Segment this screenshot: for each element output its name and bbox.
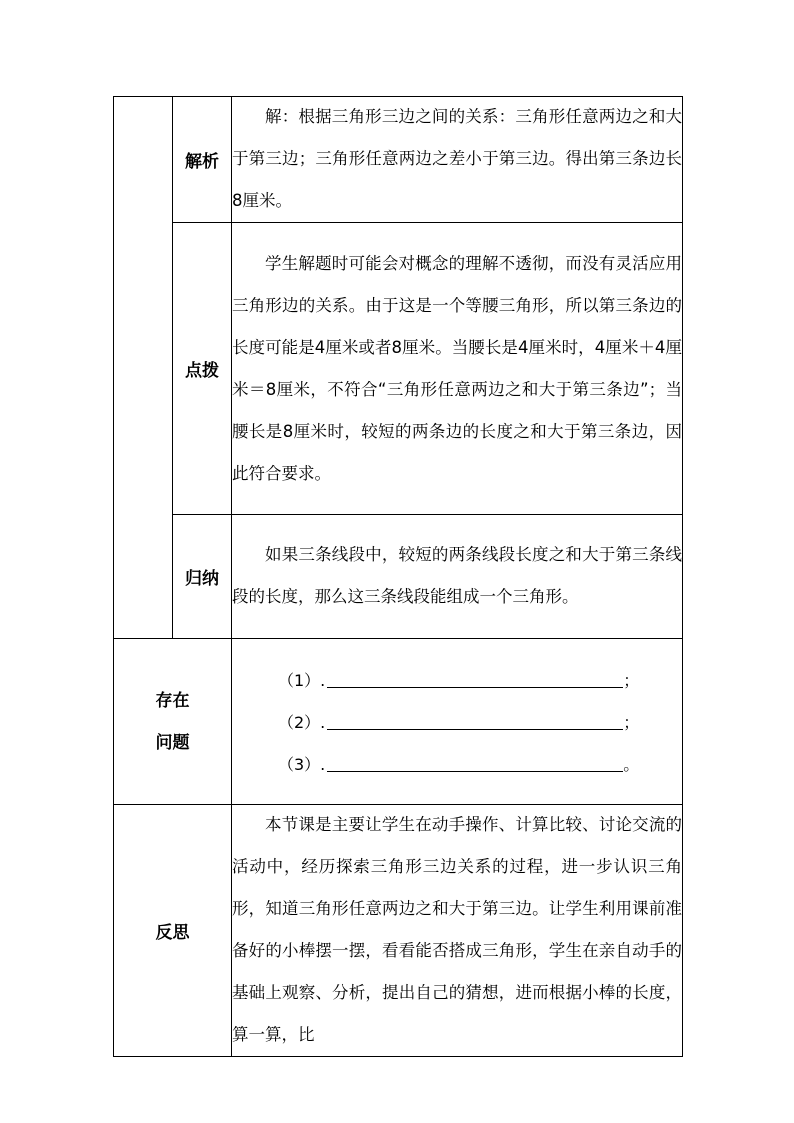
question-num-2: （2）.: [278, 712, 326, 732]
table-row: [114, 515, 683, 639]
fansi-text: 本节课是主要让学生在动手操作、计算比较、讨论交流的活动中，经历探索三角形三边关系的过程，进一步认识三角形，知道三角形任意两边之和大于第三边。让学生利用课前准备好的小棒摆一摆，看看能否搭成三角形，学生在亲自动手的基础上观察、分析，提出自己的猜想，进而根据小棒的长度，算一算，比: [232, 815, 682, 1044]
cunzai-label-line2: 问题: [155, 732, 190, 753]
answer-blank-1[interactable]: [327, 669, 623, 688]
empty-left-cell: [114, 97, 173, 639]
jiexi-text: 解：根据三角形三边之间的关系：三角形任意两边之和大于第三边；三角形任意两边之差小于第三边。得出第三条边长8厘米。: [232, 107, 682, 210]
question-item-2: [232, 702, 682, 744]
content-guina: [232, 515, 683, 639]
label-cunzai: [114, 639, 232, 805]
content-dianbo: [232, 223, 683, 515]
label-dianbo: 点拨: [173, 223, 232, 515]
label-jiexi: 解析: [173, 97, 232, 223]
content-cunzai: [232, 639, 683, 805]
question-num-3: （3）.: [278, 754, 326, 774]
cunzai-label-line1: 存在: [155, 690, 190, 711]
table-row: [114, 97, 683, 223]
question-item-1: [232, 660, 682, 702]
question-item-3: [232, 744, 682, 786]
label-fansi: 反思: [114, 805, 232, 1057]
lesson-table: [113, 96, 683, 1057]
content-fansi: [232, 805, 683, 1057]
guina-text: 如果三条线段中，较短的两条线段长度之和大于第三条线段的长度，那么这三条线段能组成一个三角形。: [232, 545, 682, 606]
answer-blank-3[interactable]: [327, 753, 623, 772]
question-end-2: ；: [623, 712, 640, 732]
answer-blank-2[interactable]: [327, 711, 623, 730]
question-end-1: ；: [623, 670, 640, 690]
label-guina: 归纳: [173, 515, 232, 639]
question-end-3: 。: [623, 754, 640, 774]
table-row: [114, 639, 683, 805]
question-num-1: （1）.: [278, 670, 326, 690]
table-row: [114, 223, 683, 515]
dianbo-text: 学生解题时可能会对概念的理解不透彻，而没有灵活应用三角形边的关系。由于这是一个等腰三角形，所以第三条边的长度可能是4厘米或者8厘米。当腰长是4厘米时，4厘米＋4厘米＝8厘米，不符合“三角形任意两边之和大于第三条边”；当腰长是8厘米时，较短的两条边的长度之和大于第三条边，因此符合要求。: [232, 254, 682, 483]
content-jiexi: [232, 97, 683, 223]
table-row: [114, 805, 683, 1057]
